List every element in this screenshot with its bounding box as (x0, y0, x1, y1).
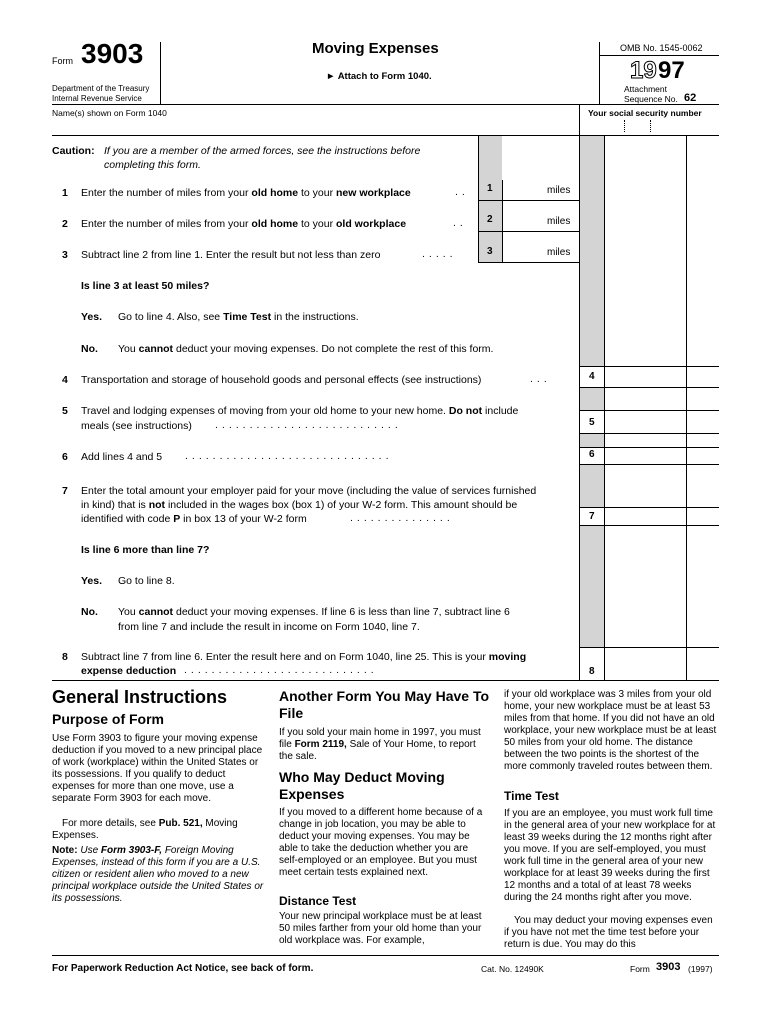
name-input[interactable] (52, 118, 577, 134)
sequence-label: Sequence No. (624, 94, 678, 104)
line1-unit: miles (547, 185, 571, 196)
line7-amount-input[interactable] (605, 507, 718, 525)
omb-number: OMB No. 1545-0062 (620, 43, 703, 53)
line6-number: 6 (62, 451, 68, 463)
footer-year: (1997) (688, 964, 713, 974)
ssn-field-label: Your social security number (588, 108, 702, 118)
line7-text-1: Enter the total amount your employer paid for your move (including the value of services furnished (81, 485, 537, 497)
line2-number: 2 (62, 218, 68, 230)
line5-text-2: meals (see instructions) (81, 420, 192, 432)
line7-text-2: in kind) that is not included in the wages box (box 1) of your W-2 form. This amount should be (81, 499, 518, 511)
time-test-paragraph-2: You may deduct your moving expenses even if you have not met the time test before your return is due. You may do this (504, 915, 713, 950)
distance-test-paragraph: Your new principal workplace must be at least 50 miles farther from your old home than your old workplace was. For example, (279, 911, 482, 946)
another-form-paragraph: If you sold your main home in 1997, you must file Form 2119, Sale of Your Home, to report the sale. (279, 727, 481, 762)
line3-box-number: 3 (487, 246, 493, 257)
paperwork-notice: For Paperwork Reduction Act Notice, see back of form. (52, 963, 314, 974)
line7-number: 7 (62, 485, 68, 497)
line1-text: Enter the number of miles from your old home to your new workplace (81, 187, 411, 199)
line6-text: Add lines 4 and 5 (81, 451, 163, 463)
q2-no-text-2: from line 7 and include the result in income on Form 1040, line 7. (118, 621, 420, 633)
note-paragraph: Note: Use Form 3903-F, Foreign Moving Expenses, instead of this form if you are a U.S. citizen or resident alien who moved to a new principal workplace outside the United States or its possessions. (52, 845, 264, 904)
q2-yes-label: Yes. (81, 575, 103, 587)
line5-text-1: Travel and lodging expenses of moving from your old home to your new home. Do not include (81, 405, 519, 417)
line3-text: Subtract line 2 from line 1. Enter the result but not less than zero (81, 249, 381, 261)
time-test-heading: Time Test (504, 789, 559, 803)
line4-box-number: 4 (589, 371, 595, 382)
line7-box-number: 7 (589, 511, 595, 522)
q1-yes-text: Go to line 4. Also, see Time Test in the instructions. (118, 311, 359, 323)
distance-test-continued: if your old workplace was 3 miles from your old home, your new workplace must be at least 53 miles from that home. If you did not have an old workplace, your new workplace must be at least 50 miles from your old home. The distance between the two points is the shortest of the more commonly traveled routes between them. (504, 689, 717, 772)
form-number: 3903 (81, 38, 144, 69)
caution-text-1: If you are a member of the armed forces, see the instructions before (104, 145, 421, 157)
footer-form-number: 3903 (656, 961, 681, 973)
line4-amount-input[interactable] (605, 366, 718, 387)
purpose-paragraph: Use Form 3903 to figure your moving expense deduction if you moved to a new principal place of work (workplace) within the United States or its possessions. If you qualify to deduct expenses for more than one move, use a separate Form 3903 for each move. (52, 733, 263, 804)
q1-no-text: You cannot deduct your moving expenses. Do not complete the rest of this form. (118, 343, 494, 355)
footer-form-word: Form (630, 964, 650, 974)
line1-number: 1 (62, 187, 68, 199)
distance-test-heading: Distance Test (279, 894, 357, 908)
irs-label: Internal Revenue Service (52, 94, 142, 103)
q1-no-label: No. (81, 343, 98, 355)
form-word: Form (52, 56, 73, 66)
time-test-paragraph: If you are an employee, you must work full time in the general area of your new workplace for at least 39 weeks during the 12 months right after you move. If you are self-employed, you must work full time in the general area of your new workplace for at least 39 weeks during the first 12 months and a total of at least 78 weeks during the 24 months right after you move. (504, 808, 716, 903)
department-label: Department of the Treasury (52, 84, 150, 93)
name-field-label: Name(s) shown on Form 1040 (52, 108, 167, 118)
line3-number: 3 (62, 249, 68, 261)
line1-box-number: 1 (487, 183, 493, 194)
line4-text: Transportation and storage of household goods and personal effects (see instructions) (81, 374, 482, 386)
question-line6: Is line 6 more than line 7? (81, 544, 210, 556)
line6-box-number: 6 (589, 449, 595, 460)
line2-text: Enter the number of miles from your old home to your old workplace (81, 218, 407, 230)
form-title: Moving Expenses (312, 40, 439, 57)
tax-year-outline: 19 (630, 57, 657, 84)
line3-unit: miles (547, 247, 571, 258)
q2-no-text-1: You cannot deduct your moving expenses. If line 6 is less than line 7, subtract line 6 (118, 606, 510, 618)
tax-year: 97 (658, 57, 685, 84)
line6-amount-input[interactable] (605, 447, 718, 464)
general-instructions-heading: General Instructions (52, 687, 228, 707)
line5-number: 5 (62, 405, 68, 417)
q1-yes-label: Yes. (81, 311, 103, 323)
another-form-heading: Another Form You May Have To File (279, 688, 490, 721)
attach-instruction: ► Attach to Form 1040. (326, 71, 432, 82)
line5-amount-input[interactable] (605, 410, 718, 433)
line5-box-number: 5 (589, 417, 595, 428)
line8-amount-input[interactable] (605, 647, 718, 680)
line8-text-2: expense deduction (81, 665, 177, 677)
caution-text-2: completing this form. (104, 159, 201, 171)
purpose-heading: Purpose of Form (52, 711, 165, 727)
caution-label: Caution: (52, 145, 95, 157)
question-line3: Is line 3 at least 50 miles? (81, 280, 210, 292)
sequence-number: 62 (684, 92, 697, 104)
line2-box-number: 2 (487, 214, 493, 225)
who-may-deduct-paragraph: If you moved to a different home because of a change in job location, you may be able to deduct your moving expenses. You may be able to take the deduction whether you are self-employed or an employee. But you must meet certain tests explained next. (279, 807, 483, 878)
who-may-deduct-heading: Who May Deduct Moving Expenses (279, 769, 445, 802)
line8-text-1: Subtract line 7 from line 6. Enter the result here and on Form 1040, line 25. This is your moving (81, 651, 527, 663)
line8-box-number: 8 (589, 666, 595, 677)
line8-number: 8 (62, 651, 68, 663)
catalog-number: Cat. No. 12490K (481, 964, 544, 974)
pub-521-paragraph: For more details, see Pub. 521, Moving Expenses. (52, 818, 238, 841)
line4-number: 4 (62, 374, 68, 386)
line2-unit: miles (547, 216, 571, 227)
q2-yes-text: Go to line 8. (118, 575, 175, 587)
q2-no-label: No. (81, 606, 98, 618)
line7-text-3: identified with code P in box 13 of your W-2 form (81, 513, 307, 525)
attachment-label: Attachment (624, 84, 667, 94)
